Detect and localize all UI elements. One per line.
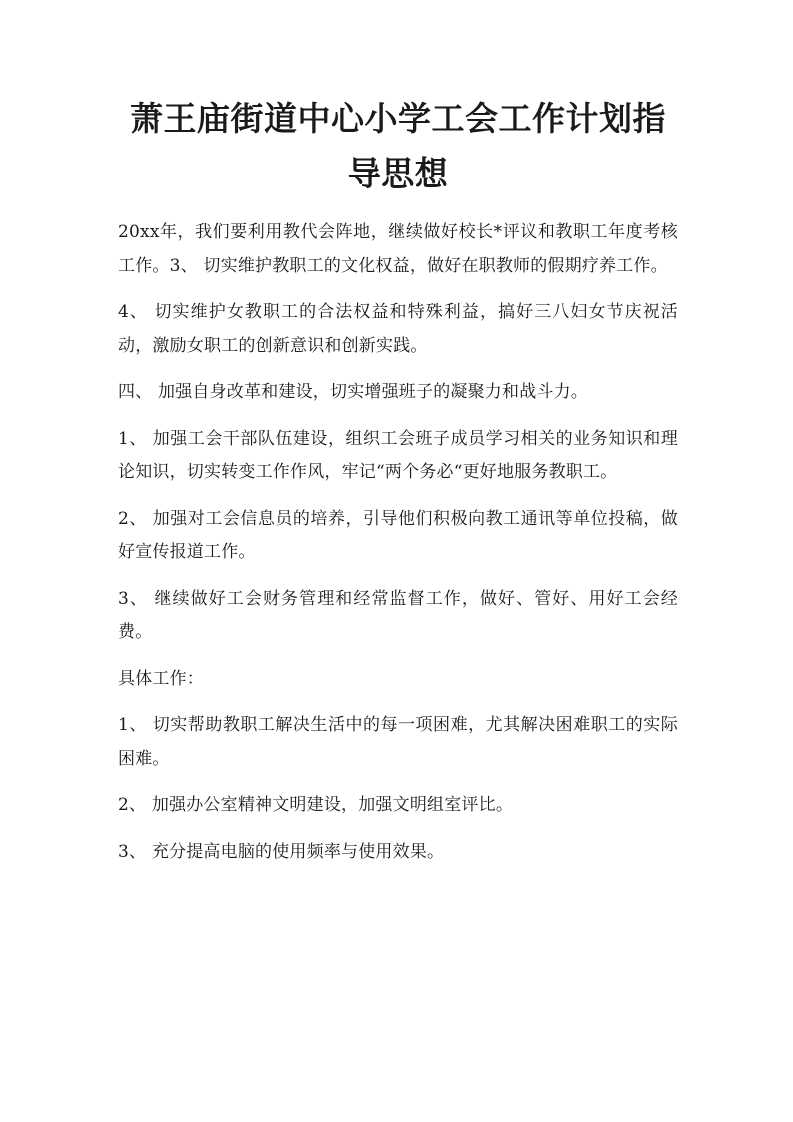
document-body [118, 216, 678, 882]
paragraph: 2、 加强办公室精神文明建设，加强文明组室评比。 [118, 795, 514, 815]
paragraph: 4、 切实维护女教职工的合法权益和特殊利益，搞好三八妇女节庆祝活动，激励女职工的创新意识和创新实践。 [118, 302, 678, 356]
paragraph: 1、 加强工会干部队伍建设，组织工会班子成员学习相关的业务知识和理论知识，切实转变工作作风，牢记“两个务必“更好地服务教职工。 [118, 428, 678, 482]
paragraph: 1、 切实帮助教职工解决生活中的每一项困难，尤其解决困难职工的实际困难。 [118, 715, 678, 769]
paragraph: 3、 继续做好工会财务管理和经常监督工作，做好、管好、用好工会经费。 [118, 588, 678, 642]
paragraph: 3、 充分提高电脑的使用频率与使用效果。 [118, 841, 445, 862]
paragraph: 2、 加强对工会信息员的培养，引导他们积极向教工通讯等单位投稿，做好宣传报道工作。 [118, 508, 678, 562]
subsection-heading: 具体工作： [118, 668, 204, 689]
paragraph: 20xx年，我们要利用教代会阵地，继续做好校长*评议和教职工年度考核工作。3、 切实维护教职工的文化权益，做好在职教师的假期疗养工作。 [118, 222, 678, 276]
document-title: 萧王庙街道中心小学工会工作计划指导思想 [130, 99, 666, 193]
section-heading: 四、 加强自身改革和建设，切实增强班子的凝聚力和战斗力。 [118, 382, 589, 402]
